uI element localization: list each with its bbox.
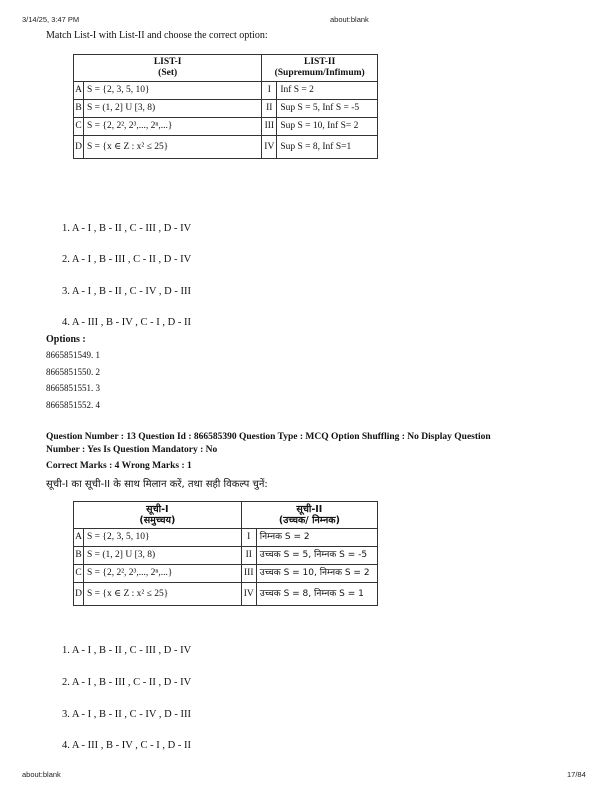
row-key: A — [74, 529, 84, 547]
q13-match-table — [73, 501, 378, 606]
suchi1-title: सूची-I — [146, 504, 169, 515]
table-row — [74, 565, 378, 583]
option-id: 8665851552. 4 — [46, 400, 100, 410]
set-cell: S = (1, 2] U [3, 8) — [84, 100, 262, 118]
print-footer-url: about:blank — [22, 770, 61, 779]
q13-option-4[interactable]: 4. A - III , B - IV , C - I , D - II — [62, 740, 191, 751]
q12-option-3[interactable]: 3. A - I , B - II , C - IV , D - III — [62, 286, 191, 297]
value-cell: उच्चक S = 8, निम्नक S = 1 — [256, 583, 377, 606]
q13-meta-line2: Number : Yes Is Question Mandatory : No — [46, 445, 218, 455]
list1-title: LIST-I — [153, 57, 182, 67]
row-num: III — [241, 565, 256, 583]
q13-option-2[interactable]: 2. A - I , B - III , C - II , D - IV — [62, 677, 192, 688]
suchi2-subtitle: (उच्चक/ निम्नक) — [278, 515, 340, 526]
option-id: 8665851551. 3 — [46, 383, 100, 393]
row-key: A — [74, 82, 84, 100]
row-key: C — [74, 118, 84, 136]
suchi1-subtitle: (समुच्चय) — [139, 515, 176, 526]
q12-instruction: Match List-I with List-II and choose the correct option: — [46, 30, 268, 41]
q12-match-table — [73, 54, 378, 159]
options-label: Options : — [46, 334, 86, 345]
set-cell: S = {2, 2², 2³,..., 2ⁿ,...} — [84, 118, 262, 136]
option-id: 8665851550. 2 — [46, 367, 100, 377]
q13-meta-line1: Question Number : 13 Question Id : 866585390 Question Type : MCQ Option Shuffling : No Display Question — [46, 432, 491, 442]
q13-option-1[interactable]: 1. A - I , B - II , C - III , D - IV — [62, 645, 192, 656]
table-row — [74, 547, 378, 565]
print-timestamp: 3/14/25, 3:47 PM — [22, 15, 80, 24]
row-key: D — [74, 583, 84, 606]
q13-instruction: सूची-I का सूची-II के साथ मिलान करें, तथा सही विकल्प चुनें: — [46, 479, 268, 490]
table-row — [74, 583, 378, 606]
page-counter: 17/84 — [567, 770, 586, 779]
q13-marks: Correct Marks : 4 Wrong Marks : 1 — [46, 461, 192, 471]
list2-subtitle: (Supremum/Infimum) — [274, 68, 365, 78]
value-cell: उच्चक S = 5, निम्नक S = -5 — [256, 547, 377, 565]
set-cell: S = {x ∈ Z : x² ≤ 25} — [84, 583, 242, 606]
row-num: II — [262, 100, 277, 118]
q12-option-4[interactable]: 4. A - III , B - IV , C - I , D - II — [62, 317, 191, 328]
list2-title: LIST-II — [303, 57, 336, 67]
row-num: I — [241, 529, 256, 547]
suchi2-title: सूची-II — [296, 504, 323, 515]
value-cell: Sup S = 5, Inf S = -5 — [277, 100, 378, 118]
set-cell: S = {x ∈ Z : x² ≤ 25} — [84, 136, 262, 159]
table-row — [74, 118, 378, 136]
value-cell: Sup S = 10, Inf S= 2 — [277, 118, 378, 136]
q12-option-1[interactable]: 1. A - I , B - II , C - III , D - IV — [62, 223, 192, 234]
option-id: 8665851549. 1 — [46, 350, 100, 360]
value-cell: Sup S = 8, Inf S=1 — [277, 136, 378, 159]
value-cell: निम्नक S = 2 — [256, 529, 377, 547]
q13-option-3[interactable]: 3. A - I , B - II , C - IV , D - III — [62, 709, 191, 720]
row-num: III — [262, 118, 277, 136]
table-row — [74, 136, 378, 159]
value-cell: Inf S = 2 — [277, 82, 378, 100]
table-row — [74, 529, 378, 547]
set-cell: S = (1, 2] U [3, 8) — [84, 547, 242, 565]
table-row — [74, 100, 378, 118]
set-cell: S = {2, 3, 5, 10} — [84, 529, 242, 547]
print-page-title: about:blank — [330, 15, 369, 24]
set-cell: S = {2, 3, 5, 10} — [84, 82, 262, 100]
row-num: IV — [262, 136, 277, 159]
row-key: B — [74, 547, 84, 565]
row-key: C — [74, 565, 84, 583]
row-num: II — [241, 547, 256, 565]
table-row — [74, 82, 378, 100]
set-cell: S = {2, 2², 2³,..., 2ⁿ,...} — [84, 565, 242, 583]
value-cell: उच्चक S = 10, निम्नक S = 2 — [256, 565, 377, 583]
q12-option-2[interactable]: 2. A - I , B - III , C - II , D - IV — [62, 254, 192, 265]
row-num: IV — [241, 583, 256, 606]
list1-subtitle: (Set) — [158, 68, 178, 78]
row-key: D — [74, 136, 84, 159]
row-key: B — [74, 100, 84, 118]
row-num: I — [262, 82, 277, 100]
